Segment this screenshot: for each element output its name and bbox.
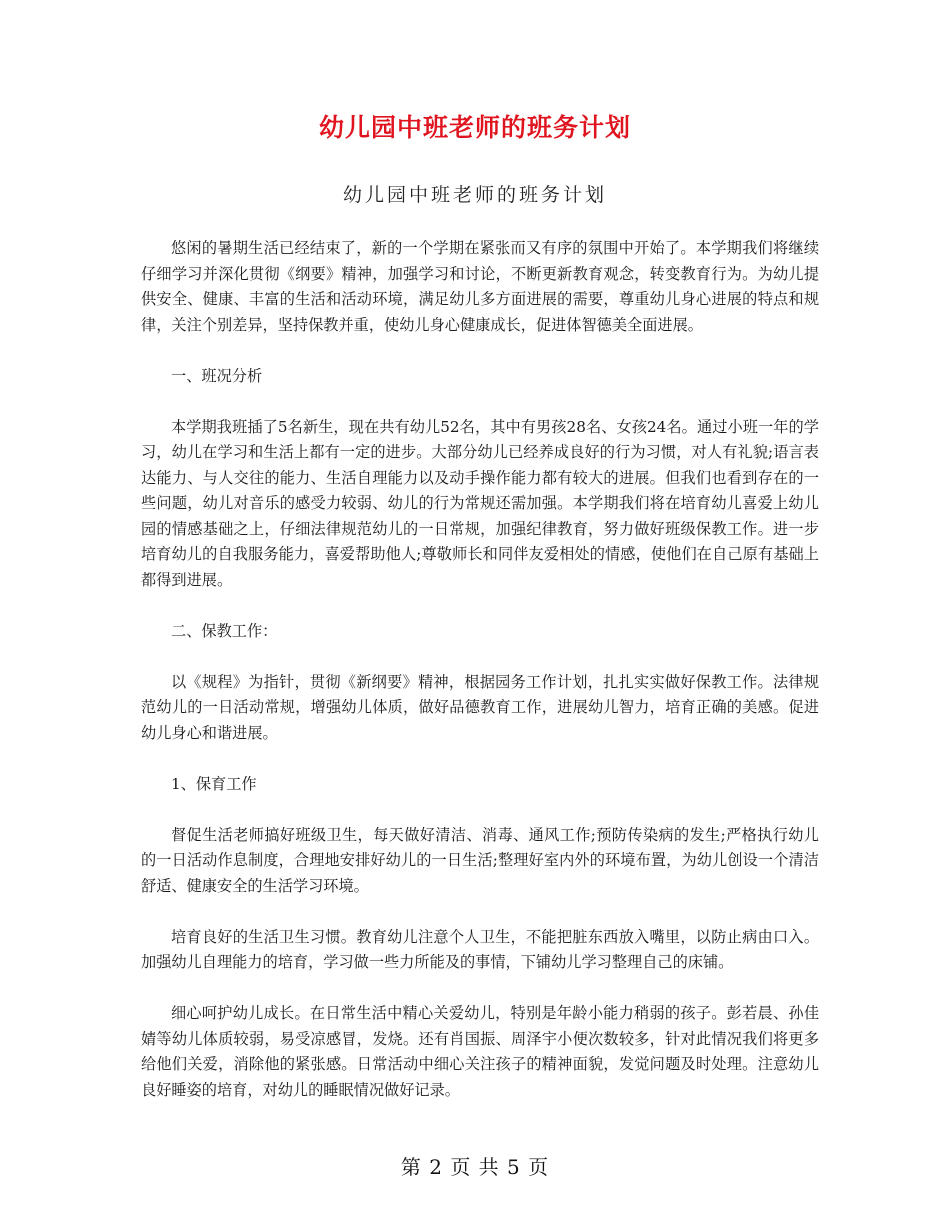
section-heading-care-education: 二、保教工作： <box>171 621 278 640</box>
intro-paragraph: 悠闲的暑期生活已经结束了，新的一个学期在紧张而又有序的氛围中开始了。本学期我们将继续仔细学习并深化贯彻《纲要》精神，加强学习和讨论，不断更新教育观念，转变教育行为。为幼儿提供安全、健康、丰富的生活和活动环境，满足幼儿多方面进展的需要，尊重幼儿身心进展的特点和规律，关注个别差异，坚持保教并重，使幼儿身心健康成长，促进体智德美全面进展。 <box>141 239 819 334</box>
care-work-paragraph-2: 培育良好的生活卫生习惯。教育幼儿注意个人卫生，不能把脏东西放入嘴里，以防止病由口入。加强幼儿自理能力的培育，学习做一些力所能及的事情，下铺幼儿学习整理自己的床铺。 <box>141 927 819 971</box>
document-body <box>141 236 819 1129</box>
class-analysis-paragraph: 本学期我班插了5名新生，现在共有幼儿52名，其中有男孩28名、女孩24名。通过小班一年的学习，幼儿在学习和生活上都有一定的进步。大部分幼儿已经养成良好的行为习惯，对人有礼貌;语言表达能力、与人交往的能力、生活自理能力以及动手操作能力都有较大的进展。但我们也看到存在的一些问题，幼儿对音乐的感受力较弱、幼儿的行为常规还需加强。本学期我们将在培育幼儿喜爱上幼儿园的情感基础之上，仔细法律规范幼儿的一日常规，加强纪律教育，努力做好班级保教工作。进一步培育幼儿的自我服务能力，喜爱帮助他人;尊敬师长和同伴友爱相处的情感，使他们在自己原有基础上都得到进展。 <box>141 417 819 589</box>
care-education-paragraph: 以《规程》为指针，贯彻《新纲要》精神，根据园务工作计划，扎扎实实做好保教工作。法律规范幼儿的一日活动常规，增强幼儿体质，做好品德教育工作，进展幼儿智力，培育正确的美感。促进幼儿身心和谐进展。 <box>141 672 819 742</box>
document-subtitle: 幼儿园中班老师的班务计划 <box>342 184 607 206</box>
subsection-heading-care-work: 1、保育工作 <box>171 774 257 793</box>
care-work-paragraph-1: 督促生活老师搞好班级卫生，每天做好清洁、消毒、通风工作;预防传染病的发生;严格执行幼儿的一日活动作息制度，合理地安排好幼儿的一日生活;整理好室内外的环境布置，为幼儿创设一个清洁舒适、健康安全的生活学习环境。 <box>141 825 819 895</box>
care-work-paragraph-3: 细心呵护幼儿成长。在日常生活中精心关爱幼儿，特别是年龄小能力稍弱的孩子。彭若晨、孙佳婧等幼儿体质较弱，易受凉感冒，发烧。还有肖国振、周泽宇小便次数较多，针对此情况我们将更多给他们关爱，消除他的紧张感。日常活动中细心关注孩子的精神面貌，发觉问题及时处理。注意幼儿良好睡姿的培育，对幼儿的睡眠情况做好记录。 <box>141 1004 819 1099</box>
document-title: 幼儿园中班老师的班务计划 <box>318 113 631 142</box>
page-number-footer: 第 2 页 共 5 页 <box>400 1155 550 1179</box>
section-heading-class-analysis: 一、班况分析 <box>171 366 263 385</box>
